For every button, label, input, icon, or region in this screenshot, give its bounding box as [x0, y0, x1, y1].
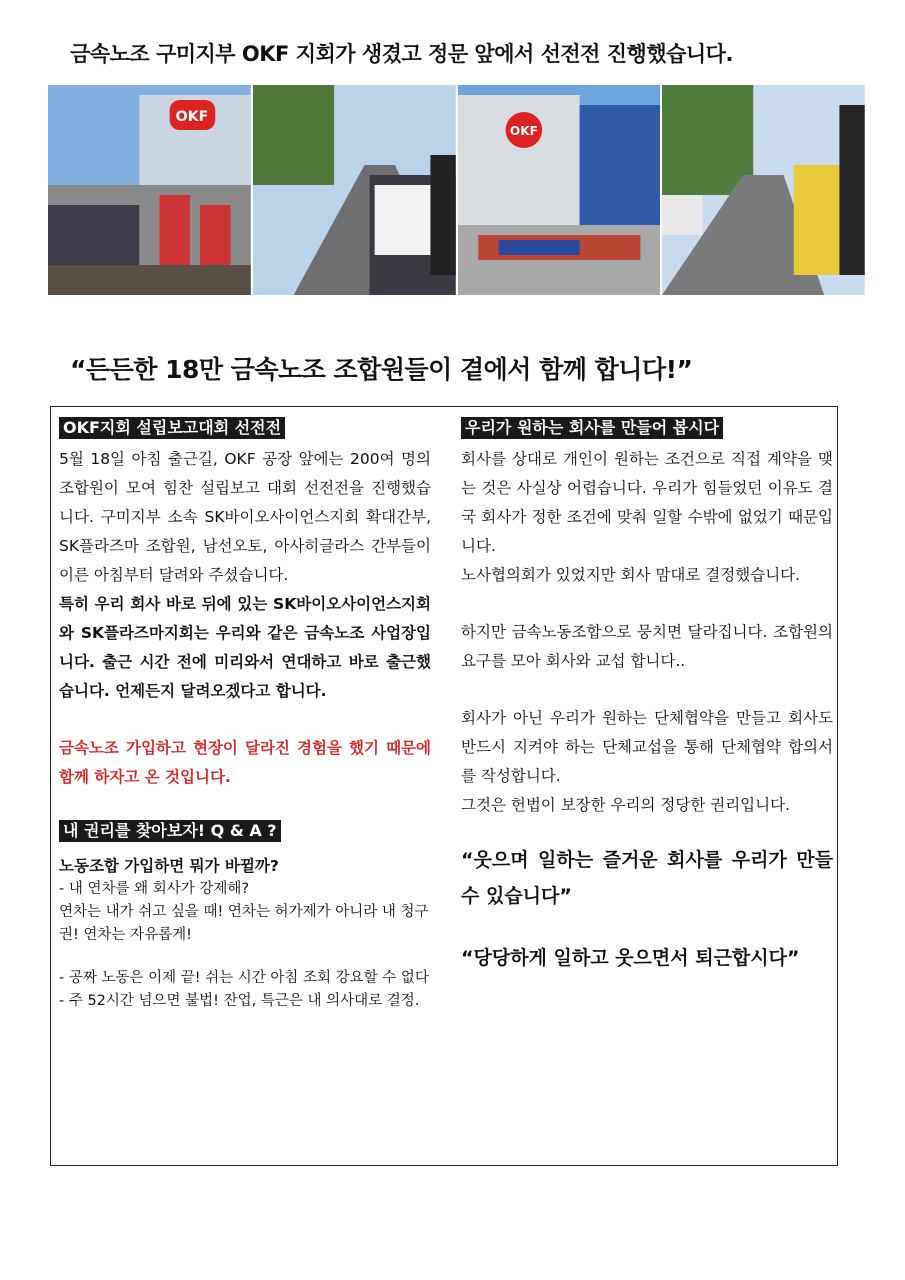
qa-answer-2: 연차는 내가 쉬고 싶을 때! 연차는 허가제가 아니라 내 청구권! 연차는 자유롭게! — [59, 904, 429, 943]
solidarity-paragraph: 특히 우리 회사 바로 뒤에 있는 SK바이오사이언스지회와 SK플라즈마지회는 우리와 같은 금속노조 사업장입니다. 출근 시간 전에 미리와서 연대하고 바로 출근했습니다. 언제든지 달려오겠다고 합니다. — [59, 595, 431, 700]
left-column — [59, 417, 431, 1013]
section-title-company: 우리가 원하는 회사를 만들어 봅시다 — [461, 417, 723, 439]
qa-answer-4: - 주 52시간 넘으면 불법! 잔업, 특근은 내 의사대로 결정. — [59, 993, 420, 1009]
photo-road-2 — [662, 85, 865, 295]
okf-sign: OKF — [509, 124, 538, 138]
right-column — [461, 417, 833, 976]
photo-protest-2 — [458, 85, 661, 295]
qa-answer-3: - 공짜 노동은 이제 끝! 쉬는 시간 아침 조회 강요할 수 없다 — [59, 970, 429, 986]
photo-protest-1 — [48, 85, 251, 295]
company-paragraph-1: 회사를 상대로 개인이 원하는 조건으로 직접 계약을 맺는 것은 사실상 어렵습니다. 우리가 힘들었던 이유도 결국 회사가 정한 조건에 맞춰 일할 수밖에 없었기 때문입니다. — [461, 450, 833, 555]
company-paragraph-4: 회사가 아닌 우리가 원하는 단체협약을 만들고 회사도 반드시 지켜야 하는 단체교섭을 통해 단체협약 합의서를 작성합니다. — [461, 709, 833, 785]
headline: 금속노조 구미지부 OKF 지회가 생겼고 정문 앞에서 선전전 진행했습니다. — [70, 42, 733, 66]
section-title-rally: OKF지회 설립보고대회 선전전 — [59, 417, 285, 439]
quote-1: “웃으며 일하는 즐거운 회사를 우리가 만들 수 있습니다” — [461, 849, 833, 907]
main-slogan: “든든한 18만 금속노조 조합원들이 곁에서 함께 합니다!” — [70, 355, 693, 384]
qa-answer-1: - 내 연차를 왜 회사가 강제해? — [59, 881, 250, 897]
qa-question: 노동조합 가입하면 뭐가 바뀔까? — [59, 857, 279, 875]
section-title-qa: 내 권리를 찾아보자! Q & A ? — [59, 820, 281, 842]
quote-2: “당당하게 일하고 웃으면서 퇴근합시다” — [461, 947, 800, 969]
photo-road-1 — [253, 85, 456, 295]
company-paragraph-3: 하지만 금속노동조합으로 뭉치면 달라집니다. 조합원의 요구를 모아 회사와 교섭 합니다.. — [461, 623, 833, 670]
content-box — [50, 406, 838, 1166]
rally-paragraph: 5월 18일 아침 출근길, OKF 공장 앞에는 200여 명의 조합원이 모여 힘찬 설립보고 대회 선전전을 진행했습니다. 구미지부 소속 SK바이오사이언스지회 확대간부, SK플라즈마 조합원, 남선오토, 아사히글라스 간부들이 이른 아침부터 달려와 주셨습니다. — [59, 450, 431, 584]
highlight-paragraph: 금속노조 가입하고 현장이 달라진 경험을 했기 때문에 함께 하자고 온 것입니다. — [59, 739, 431, 786]
company-paragraph-5: 그것은 헌법이 보장한 우리의 정당한 권리입니다. — [461, 796, 791, 814]
company-paragraph-2: 노사협의회가 있었지만 회사 맘대로 결정했습니다. — [461, 566, 801, 584]
photo-strip — [48, 85, 865, 295]
okf-sign: OKF — [175, 109, 209, 125]
